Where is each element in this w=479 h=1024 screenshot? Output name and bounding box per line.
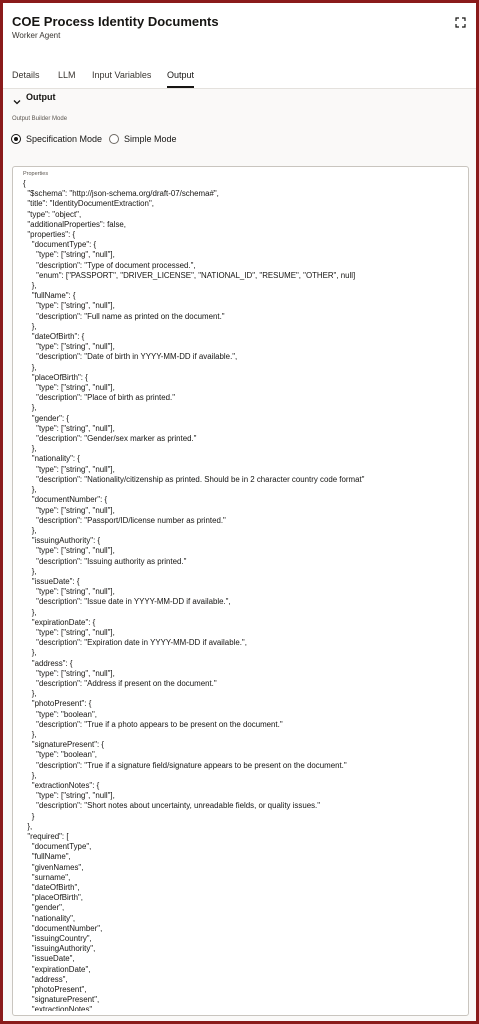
chevron-down-icon[interactable] — [13, 93, 21, 101]
tab-llm[interactable]: LLM — [58, 70, 76, 80]
tab-output[interactable]: Output — [167, 70, 194, 88]
radio-label: Simple Mode — [124, 134, 177, 144]
radio-checked-icon[interactable] — [11, 134, 21, 144]
output-section-header[interactable] — [3, 89, 476, 107]
radio-simple-mode[interactable] — [109, 132, 177, 146]
radio-specification-mode[interactable] — [11, 132, 102, 146]
tab-input-variables[interactable]: Input Variables — [92, 70, 152, 80]
tab-bar — [3, 59, 476, 89]
expand-icon[interactable] — [455, 15, 466, 26]
section-title: Output — [26, 92, 56, 102]
agent-type-label: Worker Agent — [12, 31, 61, 40]
tab-details[interactable]: Details — [12, 70, 40, 80]
properties-editor[interactable] — [23, 179, 462, 1011]
output-builder-mode-label: Output Builder Mode — [12, 116, 68, 122]
panel-header — [3, 3, 476, 59]
radio-label: Specification Mode — [26, 134, 103, 144]
properties-field — [12, 166, 469, 1016]
page-title: COE Process Identity Documents — [12, 14, 219, 29]
properties-label: Properties — [23, 171, 49, 177]
radio-unchecked-icon[interactable] — [109, 134, 119, 144]
